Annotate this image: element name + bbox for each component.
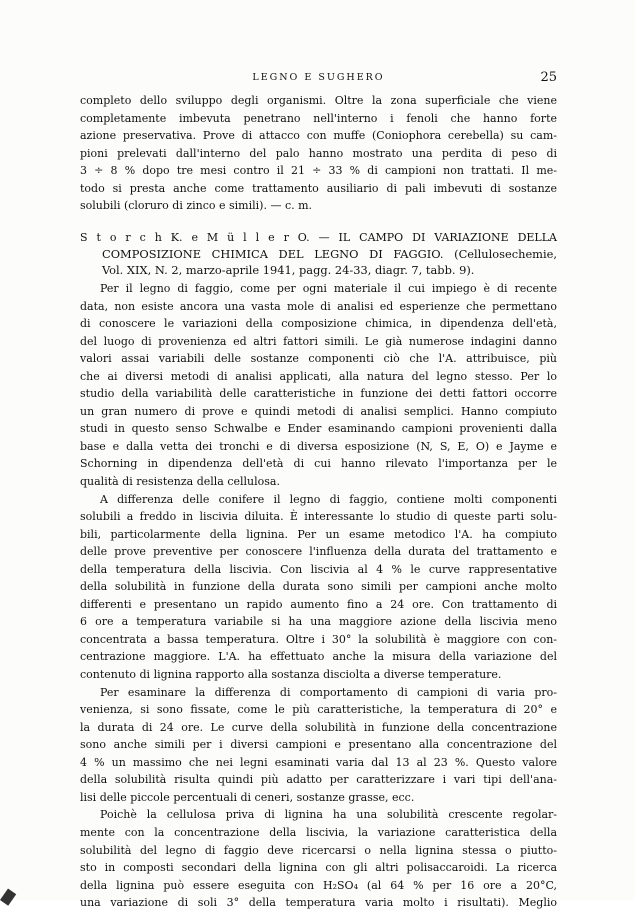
text-line: 4 % un massimo che nei legni esaminati varia dal 13 al 23 %. Questo valore <box>80 755 557 769</box>
text-line: della temperatura della liscivia. Con liscivia al 4 % le curve rappresentative <box>80 562 557 576</box>
text-line: concentrata a bassa temperatura. Oltre i 30° la solubilità è maggiore con con- <box>80 632 557 646</box>
text-line: azione preservativa. Prove di attacco con muffe (Coniophora cerebella) su cam- <box>80 129 557 143</box>
text-line: bili, particolarmente della lignina. Per un esame metodico l'A. ha compiuto <box>80 527 557 541</box>
reference-line: S t o r c h K. e M ü l l e r O. — IL CAMPO DI VARIAZIONE DELLA <box>80 231 557 244</box>
running-title: LEGNO E SUGHERO <box>252 72 385 83</box>
text-line: delle prove preventive per conoscere l'influenza della durata del trattamento e <box>80 545 557 559</box>
text-line: della lignina può essere eseguita con H₂SO₄ (al 64 % per 16 ore a 20°C, <box>80 878 557 892</box>
text-line: studi in questo senso Schwalbe e Ender esaminando campioni provenienti dalla <box>80 422 557 436</box>
intro-paragraph <box>80 92 557 215</box>
text-line: solubilità del legno di faggio deve ricercarsi o nella lignina stessa o piutto- <box>80 843 557 857</box>
text-line: di conoscere le variazioni della composizione chimica, in dipendenza dell'età, <box>80 317 557 331</box>
text-line: valori assai variabili delle sostanze componenti ciò che l'A. attribuisce, più <box>80 352 557 366</box>
text-line: todo si presta anche come trattamento ausiliario di pali imbevuti di sostanze <box>80 181 557 195</box>
text-line: Per il legno di faggio, come per ogni materiale il cui impiego è di recente <box>100 282 557 295</box>
text-line: A differenza delle conifere il legno di faggio, contiene molti componenti <box>100 492 557 506</box>
text-line: completo dello sviluppo degli organismi. Oltre la zona superficiale che viene <box>80 94 557 107</box>
text-line: della solubilità in funzione della durata sono simili per campioni anche molto <box>80 580 557 594</box>
text-line: qualità di resistenza della cellulosa. <box>80 475 280 489</box>
text-line: contenuto di lignina rapporto alla sostanza disciolta a diverse temperature. <box>80 668 502 682</box>
text-line: che ai diversi metodi di analisi applicati, alla natura del legno stesso. Per lo <box>80 369 557 383</box>
text-line: sto in composti secondari della lignina con gli altri polisaccaroidi. La ricerca <box>80 861 557 875</box>
scan-artifact <box>0 889 16 906</box>
text-line: completamente imbevuta penetrano nell'interno i fenoli che hanno forte <box>80 111 557 125</box>
text-line: pioni prelevati dall'interno del palo hanno mostrato una perdita di peso di <box>80 146 557 160</box>
paragraph-1 <box>80 280 557 912</box>
text-line: della solubilità risulta quindi più adatto per caratterizzare i vari tipi dell'ana- <box>80 773 557 787</box>
text-line: base e dalla vetta dei tronchi e di diversa esposizione (N, S, E, O) e Jayme e <box>80 439 557 453</box>
text-line: Poichè la cellulosa priva di lignina ha una solubilità crescente regolar- <box>100 808 557 822</box>
text-line: un gran numero di prove e quindi metodi di analisi semplici. Hanno compiuto <box>80 404 557 418</box>
text-line: differenti e presentano un rapido aumento fino a 24 ore. Con trattamento di <box>80 597 557 611</box>
page-number: 25 <box>540 70 557 85</box>
text-line: la durata di 24 ore. Le curve della solubilità in funzione della concentrazione <box>80 720 557 734</box>
text-line: del luogo di provenienza ed altri fattori simili. Le già numerose indagini danno <box>80 334 557 348</box>
text-line: una variazione di soli 3° della temperatura varia molto i risultati). Meglio <box>80 896 557 910</box>
reference-line: Vol. XIX, N. 2, marzo-aprile 1941, pagg. 24-33, diagr. 7, tabb. 9). <box>102 263 475 277</box>
text-line: 3 ÷ 8 % dopo tre mesi contro il 21 ÷ 33 % di campioni non trattati. Il me- <box>80 164 557 178</box>
text-line: data, non esiste ancora una vasta mole di analisi ed esperienze che permettano <box>80 299 557 313</box>
text-line: venienza, si sono fissate, come le più caratteristiche, la temperatura di 20° e <box>80 703 557 717</box>
text-line: studio della variabilità delle caratteristiche in funzione dei detti fattori occorre <box>80 387 557 401</box>
text-line: solubili a freddo in liscivia diluita. È interessante lo studio di queste parti solu- <box>80 510 557 524</box>
text-line: sono anche simili per i diversi campioni e presentano alla concentrazione del <box>80 738 557 752</box>
running-header <box>80 72 557 90</box>
text-line: solubili (cloruro di zinco e simili). — c. m. <box>80 199 313 213</box>
text-line: 6 ore a temperatura variabile si ha una maggiore azione della liscivia meno <box>80 615 557 629</box>
text-line: centrazione maggiore. L'A. ha effettuato anche la misura della variazione del <box>80 650 557 664</box>
text-line: lisi delle piccole percentuali di ceneri, sostanze grasse, ecc. <box>80 790 415 804</box>
text-line: mente con la concentrazione della liscivia, la variazione caratteristica della <box>80 825 557 839</box>
bibliographic-reference <box>80 230 557 278</box>
text-line: Schorning in dipendenza dell'età di cui hanno rilevato l'importanza per le <box>80 457 557 471</box>
reference-line: COMPOSIZIONE CHIMICA DEL LEGNO DI FAGGIO. (Cellulosechemie, <box>102 247 557 261</box>
text-line: Per esaminare la differenza di comportamento di campioni di varia pro- <box>100 685 557 699</box>
